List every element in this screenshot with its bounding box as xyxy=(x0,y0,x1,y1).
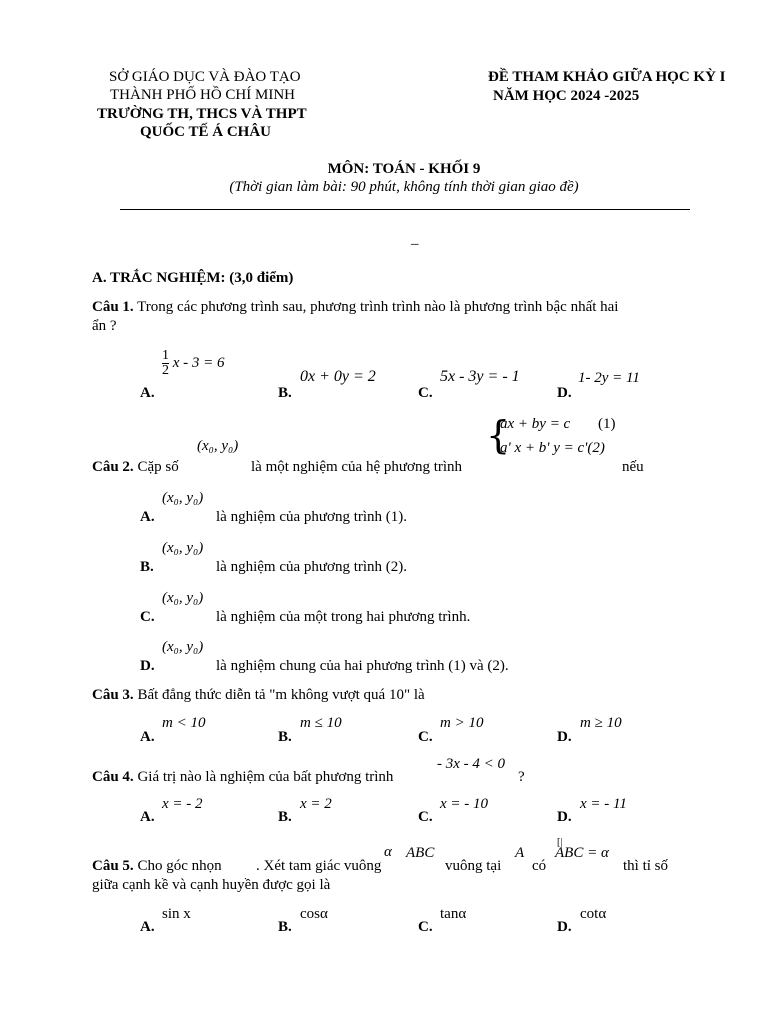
q5-opt-a-label: A. xyxy=(140,919,155,935)
q4-text-body: Giá trị nào là nghiệm của bất phương trình xyxy=(137,769,394,785)
q5-angle-eq-text: ABC = α xyxy=(555,845,609,861)
q3-opt-d-expr: m ≥ 10 xyxy=(580,715,622,731)
q2-opt-b-pair: (x₀, y₀) xyxy=(162,540,204,556)
q5-opt-a-expr: sin x xyxy=(162,906,191,922)
q4-ineq: - 3x - 4 < 0 xyxy=(437,756,506,772)
q5-text-post: thì tỉ số xyxy=(623,858,669,874)
angle-hat-icon: [| xyxy=(557,837,563,848)
q2-opt-a-pair: (x₀, y₀) xyxy=(162,490,204,506)
header-city: THÀNH PHỐ HỒ CHÍ MINH xyxy=(110,87,295,103)
q1-opt-c-expr: 5x - 3y = - 1 xyxy=(440,368,520,385)
header-exam-title: ĐỀ THAM KHẢO GIỮA HỌC KỲ I xyxy=(488,69,726,85)
q1-opt-a-expr: x - 3 = 6 xyxy=(172,355,225,371)
q2-opt-a-text: là nghiệm của phương trình (1). xyxy=(216,509,408,525)
q4-opt-b-label: B. xyxy=(278,809,292,825)
q5-text-mid3: có xyxy=(532,858,547,874)
fraction xyxy=(162,349,169,378)
q4-label: Câu 4. xyxy=(92,769,134,785)
q3-opt-a-expr: m < 10 xyxy=(162,715,206,731)
header-school-year: NĂM HỌC 2024 -2025 xyxy=(493,88,640,104)
q4-qmark: ? xyxy=(518,769,525,785)
q4-text xyxy=(92,769,393,786)
q3-opt-d-label: D. xyxy=(557,729,572,745)
q2-text-pre: Cặp số xyxy=(137,459,179,475)
q2-opt-c-pair: (x₀, y₀) xyxy=(162,590,204,606)
q2-opt-d-label: D. xyxy=(140,658,155,674)
q2-sys-eq2: a' x + b' y = c'(2) xyxy=(500,440,605,456)
q2-opt-d-pair: (x₀, y₀) xyxy=(162,639,204,655)
q1-text-line1: Trong các phương trình sau, phương trình trình nào là phương trình bậc nhất hai xyxy=(137,299,619,315)
fraction-den: 2 xyxy=(162,363,169,378)
dash-mark: – xyxy=(411,236,419,252)
q5-opt-b-label: B. xyxy=(278,919,292,935)
q1-opt-a-label: A. xyxy=(140,385,155,401)
q3-opt-b-label: B. xyxy=(278,729,292,745)
q5-label: Câu 5. xyxy=(92,858,134,874)
divider-line xyxy=(120,209,690,210)
q3-text-body: Bất đẳng thức diễn tả "m không vượt quá 10" là xyxy=(137,687,425,703)
q4-opt-a-label: A. xyxy=(140,809,155,825)
q2-sys-eq1-tag: (1) xyxy=(598,416,616,432)
q2-sys-eq1: ax + by = c xyxy=(500,416,571,432)
q5-opt-c-label: C. xyxy=(418,919,433,935)
q5-alpha: α xyxy=(384,844,392,860)
q1-opt-d-expr: 1- 2y = 11 xyxy=(578,370,640,386)
q1-text xyxy=(92,299,618,316)
header-school-name: QUỐC TẾ Á CHÂU xyxy=(140,124,271,140)
section-a-title: A. TRẮC NGHIỆM: (3,0 điểm) xyxy=(92,270,294,286)
subject-title: MÔN: TOÁN - KHỐI 9 xyxy=(327,161,481,177)
q4-opt-d-expr: x = - 11 xyxy=(580,796,627,812)
q5-vertex: A xyxy=(515,845,525,861)
q5-text-pre: Cho góc nhọn xyxy=(137,858,222,874)
q5-opt-c-expr: tanα xyxy=(440,906,467,922)
q5-text-line2: giữa cạnh kề và cạnh huyền được gọi là xyxy=(92,877,331,893)
q2-opt-b-label: B. xyxy=(140,559,154,575)
q2-opt-d-text: là nghiệm chung của hai phương trình (1) và (2). xyxy=(216,658,509,674)
q2-text xyxy=(92,459,179,476)
q4-opt-c-label: C. xyxy=(418,809,433,825)
q5-text xyxy=(92,858,222,875)
header-school: TRƯỜNG TH, THCS VÀ THPT xyxy=(97,106,307,122)
q2-text-mid: là một nghiệm của hệ phương trình xyxy=(251,459,463,475)
q4-opt-d-label: D. xyxy=(557,809,572,825)
q5-text-mid2: vuông tại xyxy=(445,858,502,874)
q4-opt-c-expr: x = - 10 xyxy=(440,796,489,812)
q2-pair: (x₀, y₀) xyxy=(197,438,239,454)
q3-opt-c-label: C. xyxy=(418,729,433,745)
q1-label: Câu 1. xyxy=(92,299,134,315)
q5-opt-d-label: D. xyxy=(557,919,572,935)
header-dept: SỞ GIÁO DỤC VÀ ĐÀO TẠO xyxy=(109,69,301,85)
q2-text-post: nếu xyxy=(622,459,644,475)
q3-opt-c-expr: m > 10 xyxy=(440,715,484,731)
q1-opt-b-expr: 0x + 0y = 2 xyxy=(300,368,376,385)
q3-opt-b-expr: m ≤ 10 xyxy=(300,715,342,731)
q5-tri: ABC xyxy=(406,845,435,861)
q3-label: Câu 3. xyxy=(92,687,134,703)
q5-opt-b-expr: cosα xyxy=(300,906,328,922)
q4-opt-a-expr: x = - 2 xyxy=(162,796,203,812)
brace-icon: { xyxy=(486,413,511,457)
q1-opt-c-label: C. xyxy=(418,385,433,401)
q1-opt-a-math xyxy=(162,349,225,378)
q2-opt-c-label: C. xyxy=(140,609,155,625)
fraction-num: 1 xyxy=(162,348,169,363)
q5-text-mid1: . Xét tam giác vuông xyxy=(256,858,382,874)
q2-label: Câu 2. xyxy=(92,459,134,475)
time-note: (Thời gian làm bài: 90 phút, không tính thời gian giao đề) xyxy=(229,179,579,195)
q3-opt-a-label: A. xyxy=(140,729,155,745)
q5-angle-eq xyxy=(555,837,609,862)
q2-opt-c-text: là nghiệm của một trong hai phương trình. xyxy=(216,609,471,625)
q1-opt-b-label: B. xyxy=(278,385,292,401)
q2-opt-b-text: là nghiệm của phương trình (2). xyxy=(216,559,408,575)
q4-opt-b-expr: x = 2 xyxy=(300,796,332,812)
q1-opt-d-label: D. xyxy=(557,385,572,401)
q5-opt-d-expr: cotα xyxy=(580,906,607,922)
q2-opt-a-label: A. xyxy=(140,509,155,525)
q1-text-line2: ẩn ? xyxy=(92,318,117,334)
q3-text xyxy=(92,687,425,704)
